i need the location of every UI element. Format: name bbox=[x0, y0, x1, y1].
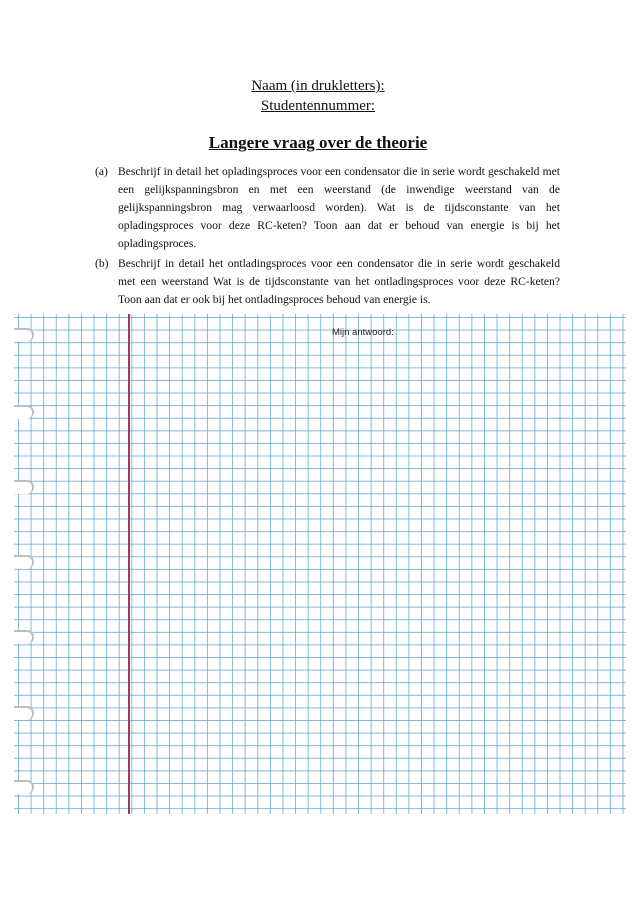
page-title: Langere vraag over de theorie bbox=[208, 133, 428, 152]
student-header bbox=[0, 76, 636, 116]
binder-ring-icon bbox=[14, 630, 34, 644]
margin-line bbox=[128, 314, 130, 814]
question-a-text: Beschrijf in detail het opladingsproces voor een condensator die in serie wordt geschakeld met een gelijkspanningsbron en met een weerstand (de inwendige weerstand van de gelijkspanningsbron mag verwaarloosd worden). Wat is de tijdsconstante van het opladingsproces voor deze RC-keten? Toon aan dat er behoud van energie is bij het opladingsproces. bbox=[118, 165, 560, 250]
binder-ring-icon bbox=[14, 480, 34, 494]
question-b bbox=[95, 255, 560, 309]
binder-ring-icon bbox=[14, 328, 34, 342]
student-number-label: Studentennummer: bbox=[260, 98, 376, 114]
grid-answer-paper[interactable] bbox=[14, 314, 626, 814]
question-b-text: Beschrijf in detail het ontladingsproces voor een condensator die in serie wordt geschakeld met een weerstand Wat is de tijdsconstante van het ontladingsproces voor deze RC-keten? Toon aan dat er ook bij het ontladingsproces behoud van energie is. bbox=[118, 257, 560, 306]
question-a-label: (a) bbox=[95, 165, 108, 178]
answer-label: Mijn antwoord: bbox=[332, 327, 394, 338]
question-b-label: (b) bbox=[95, 257, 109, 270]
binder-ring-icon bbox=[14, 706, 34, 720]
question-a bbox=[95, 163, 560, 253]
binder-ring-icon bbox=[14, 780, 34, 794]
binder-ring-icon bbox=[14, 405, 34, 419]
binder-ring-icon bbox=[14, 555, 34, 569]
name-label: Naam (in drukletters): bbox=[251, 78, 385, 94]
